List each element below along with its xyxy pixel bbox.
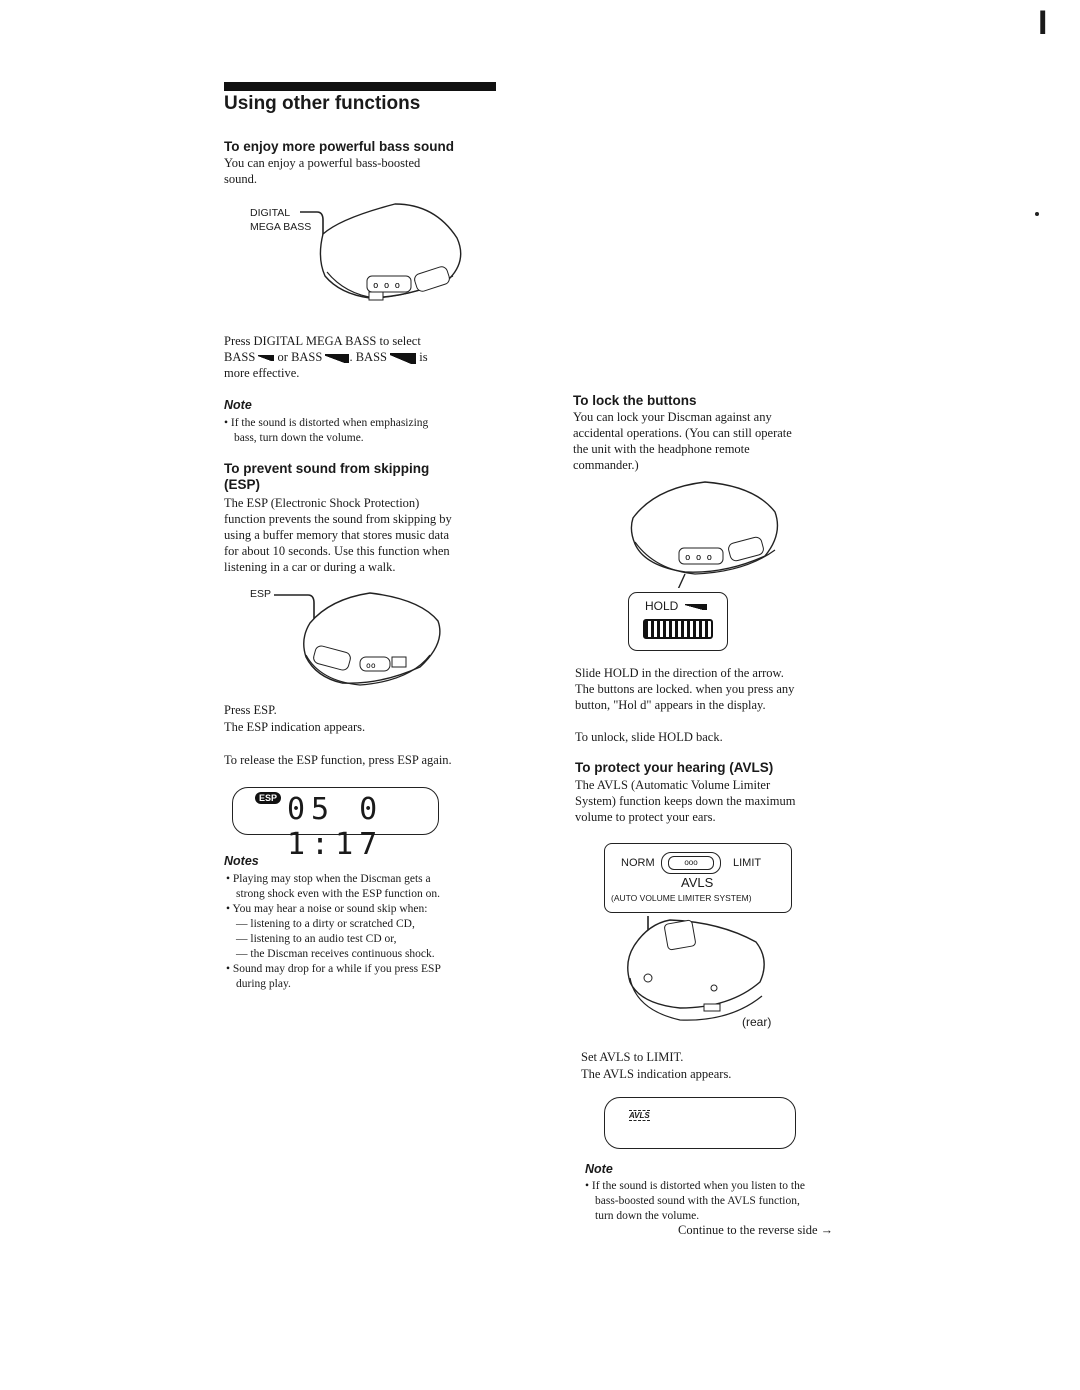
avls-note-line: bass-boosted sound with the AVLS function,	[595, 1195, 800, 1207]
esp-note-line: • Playing may stop when the Discman gets a	[226, 873, 431, 885]
lock-heading: To lock the buttons	[573, 393, 697, 408]
avls-body-line: volume to protect your ears.	[575, 810, 716, 824]
continue-link[interactable]: Continue to the reverse side →	[678, 1223, 834, 1237]
discman-esp-illustration	[270, 585, 450, 690]
hold-switch-callout	[628, 592, 728, 651]
bass-instr-line1: Press DIGITAL MEGA BASS to select	[224, 334, 421, 348]
esp-lcd-digits: 05 0 1:17	[287, 792, 384, 862]
esp-appears: The ESP indication appears.	[224, 720, 366, 734]
avls-body	[575, 777, 855, 825]
svg-text:o o o: o o o	[373, 281, 401, 291]
esp-heading	[224, 461, 429, 493]
scan-speck	[1035, 212, 1039, 216]
hold-arrow-icon	[685, 604, 707, 610]
bass-intro-line: sound.	[224, 172, 257, 186]
avls-lcd-display	[604, 1097, 796, 1149]
bass-intro	[224, 155, 494, 187]
avls-switch-knob[interactable]: ooo	[668, 856, 714, 870]
esp-body-line: using a buffer memory that stores music data	[224, 528, 450, 542]
esp-note-line: — listening to an audio test CD or,	[236, 933, 397, 945]
lock-body-line: commander.)	[573, 458, 639, 472]
bass-level1-icon	[258, 355, 274, 361]
bass-note	[224, 416, 494, 446]
lock-slide-line: button, "Hol d" appears in the display.	[575, 698, 766, 712]
hold-label: HOLD	[645, 599, 679, 613]
avls-full-label: (AUTO VOLUME LIMITER SYSTEM)	[611, 893, 752, 903]
esp-label: ESP	[250, 588, 272, 600]
lock-body-line: You can lock your Discman against any	[573, 410, 772, 424]
page-mark: I	[1038, 4, 1048, 42]
avls-limit-label: LIMIT	[733, 857, 762, 869]
esp-body-line: The ESP (Electronic Shock Protection)	[224, 496, 420, 510]
esp-indicator: ESP	[255, 792, 281, 804]
avls-appears: The AVLS indication appears.	[581, 1067, 732, 1081]
lock-slide-line: Slide HOLD in the direction of the arrow.	[575, 666, 784, 680]
esp-note-line: — listening to a dirty or scratched CD,	[236, 918, 415, 930]
lock-slide-line: The buttons are locked. when you press any	[575, 682, 795, 696]
esp-note-line: strong shock even with the ESP function on.	[236, 888, 440, 900]
bass-instr-line3: more effective.	[224, 366, 300, 380]
esp-note-line: — the Discman receives continuous shock.	[236, 948, 435, 960]
avls-set: Set AVLS to LIMIT.	[581, 1050, 684, 1064]
esp-press: Press ESP.	[224, 703, 277, 717]
esp-note-line: • You may hear a noise or sound skip when:	[226, 903, 428, 915]
esp-heading-line1: To prevent sound from skipping	[224, 461, 430, 476]
esp-body-line: function prevents the sound from skipping by	[224, 512, 452, 526]
avls-norm-label: NORM	[621, 857, 655, 869]
esp-note-line: during play.	[236, 978, 291, 990]
esp-heading-line2: (ESP)	[224, 477, 261, 492]
bass-note-line: • If the sound is distorted when emphasizing	[224, 417, 429, 429]
bass-level3-icon	[390, 353, 416, 364]
avls-body-line: System) function keeps down the maximum	[575, 794, 796, 808]
discman-rear-illustration	[620, 912, 780, 1032]
esp-notes-label: Notes	[224, 854, 259, 868]
bass-heading: To enjoy more powerful bass sound	[224, 139, 455, 154]
svg-text:oo: oo	[366, 661, 376, 670]
lock-slide	[575, 665, 855, 713]
mega-bass-label-line1: DIGITAL	[250, 207, 291, 219]
discman-bass-illustration	[245, 198, 475, 313]
bass-level2-icon	[325, 354, 349, 363]
esp-body-line: for about 10 seconds. Use this function when	[224, 544, 450, 558]
bass-note-line: bass, turn down the volume.	[234, 432, 364, 444]
esp-body-line: listening in a car or during a walk.	[224, 560, 396, 574]
svg-text:o o o: o o o	[685, 553, 713, 563]
mega-bass-label-line2: MEGA BASS	[250, 221, 312, 233]
esp-release: To release the ESP function, press ESP again.	[224, 753, 452, 767]
lock-body	[573, 409, 843, 473]
avls-note-line: • If the sound is distorted when you listen to the	[585, 1180, 805, 1192]
esp-body	[224, 495, 499, 575]
avls-indicator: AVLS	[629, 1111, 650, 1120]
avls-note-label: Note	[585, 1162, 613, 1176]
bass-note-label: Note	[224, 398, 252, 412]
lock-body-line: the unit with the headphone remote	[573, 442, 750, 456]
esp-lcd-display	[232, 787, 439, 862]
avls-note-line: turn down the volume.	[595, 1210, 700, 1222]
page-title: Using other functions	[224, 93, 421, 114]
discman-hold-illustration	[625, 478, 785, 588]
bass-instruction	[224, 333, 494, 381]
lock-unlock: To unlock, slide HOLD back.	[575, 730, 723, 744]
avls-switch-panel	[604, 843, 792, 913]
avls-body-line: The AVLS (Automatic Volume Limiter	[575, 778, 771, 792]
avls-slide-switch[interactable]	[661, 852, 721, 874]
avls-note	[585, 1179, 860, 1224]
avls-heading: To protect your hearing (AVLS)	[575, 760, 774, 775]
rear-label: (rear)	[742, 1015, 772, 1029]
hold-switch[interactable]	[643, 619, 713, 639]
bass-intro-line: You can enjoy a powerful bass-boosted	[224, 156, 421, 170]
title-rule	[224, 82, 496, 91]
avls-label: AVLS	[681, 875, 714, 890]
bass-instr-line2: BASS or BASS . BASS is	[224, 350, 428, 364]
esp-notes	[226, 872, 496, 992]
lock-body-line: accidental operations. (You can still operate	[573, 426, 792, 440]
esp-note-line: • Sound may drop for a while if you press ESP	[226, 963, 441, 975]
